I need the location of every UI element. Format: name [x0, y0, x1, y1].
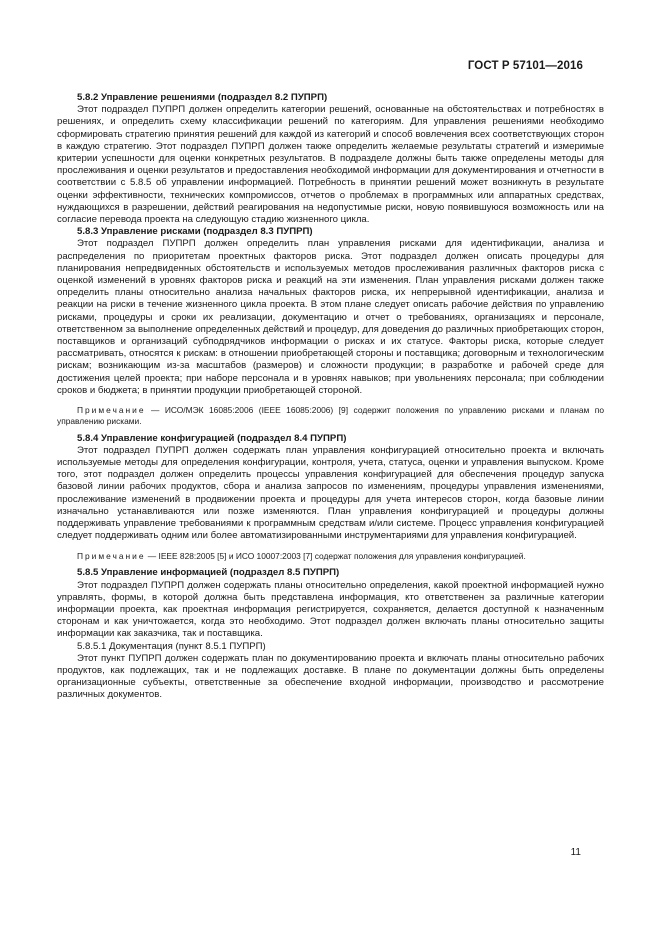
section-5-8-5-1-heading: 5.8.5.1 Документация (пункт 8.5.1 ПУПРП) [77, 640, 266, 652]
document-code: ГОСТ Р 57101—2016 [467, 60, 583, 72]
page-body [57, 92, 604, 702]
page-number: 11 [570, 847, 581, 858]
section-5-8-3-text: Этот подраздел ПУПРП должен определить план управления рисками для идентификации, анализа и распределения по приоритетам проектных факторов риска. Этот подраздел должен описать процедуры для планирования непредвиденных обстоятельств и используемых методов прослеживания различных факторов риска с оценкой изменений в уровнях факторов риска и реакций на эти изменения. План управления рисками должен также определить планы относительно анализа начальных факторов риска, их непрерывной идентификации, анализа и реакции на риски в течение жизненного цикла проекта. В этом плане следует описать рабочие действия по управлению рисками, процедуры и сроки их реализации, документацию и отчет о требованиях, организациях и персонале, ответственном за выполнение определенных действий и процедур, для доведения до различных приобретающих сторон, поставщиков и организаций субподрядчиков информации о рисках и их статусе. Факторы риска, которые следует рассматривать, относятся к рискам: в отношении приобретающей стороны и поставщика; договорным и технологическим рискам; возникающим из-за масштабов (размеров) и сложности продукции; в разработке и рабочей среде для достижения целей проекта; при наборе персонала и в уровнях навыков; при увольнениях персонала; при соблюдении сроков и бюджета; в принятии продукции приобретающей стороной. [57, 238, 604, 396]
section-5-8-4-heading: 5.8.4 Управление конфигурацией (подраздел 8.4 ПУПРП) [77, 432, 347, 444]
note-label: Примечание [77, 405, 146, 416]
section-5-8-4-note [57, 551, 604, 562]
note-text: — ИСО/МЭК 16085:2006 (IEEE 16085:2006) [9] содержит положения по управлению рисками и планам по управлению рисками. [57, 405, 604, 426]
section-5-8-3-heading: 5.8.3 Управление рисками (подраздел 8.3 ПУПРП) [77, 226, 313, 238]
note-label: Примечание [77, 550, 146, 561]
section-5-8-5-1-text: Этот пункт ПУПРП должен содержать план по документированию проекта и включать планы относительно рабочих продуктов, как подлежащих, так и не подлежащих доставке. В плане по документации должны быть определены организационные субъекты, ответственные за обеспечение входной информации, производство и рассмотрение различных документов. [57, 652, 604, 701]
section-5-8-5-heading: 5.8.5 Управление информацией (подраздел 8.5 ПУПРП) [77, 567, 340, 579]
section-5-8-5-text: Этот подраздел ПУПРП должен содержать планы относительно определения, какой проектной информацией нужно управлять, формы, в которой должна быть представлена информация, кто ответственен за различные категории информации проекта, как проектная информация регистрируется, сохраняется, делается доступной к назначенным сторонам и как уничтожается, когда это необходимо. Этот подраздел должен включать планы относительно защиты информации как заказчика, так и поставщика. [57, 579, 604, 640]
section-5-8-4-text: Этот подраздел ПУПРП должен содержать план управления конфигурацией относительно проекта и включать используемые методы для определения конфигурации, контроля, учета, статуса, оценки и управления выпуском. Кроме того, этот подраздел должен определить процессы управления конфигурацией для обеспечения процедур запуска базовой линии рабочих продуктов, сбора и анализа запросов по изменениям, процедуры управления изменениями, прослеживание изменений в продвижении проекта и процедуры для учета интересов сторон, когда базовые линии изначально устанавливаются или позже изменяются. План управления конфигурацией и процедуры должны поддерживать управление требованиями к программным средствам и/или системе. Процесс управления конфигурацией следует поддерживать одним или более автоматизированными инструментариями для управления конфигурацией. [57, 444, 604, 542]
note-text: — IEEE 828:2005 [5] и ИСО 10007:2003 [7] содержат положения для управления конфигурацией. [145, 550, 526, 561]
section-5-8-3-note [57, 405, 604, 427]
section-5-8-2-heading: 5.8.2 Управление решениями (подраздел 8.2 ПУПРП) [77, 92, 328, 103]
section-5-8-2-text: Этот подраздел ПУПРП должен определить категории решений, основанные на обстоятельствах и потребностях в решениях, и определить схему классификации решений по категориям. Для управления решениями необходимо сформировать стратегию принятия решений для каждой из категорий и способ вовлечения всех соответствующих сторон в каждую стратегию. Этот подраздел ПУПРП должен также определить желаемые результаты стратегий и измеримые критерии успешности для оценки конкретных результатов. В подразделе должны быть также определены методы для прослеживания и оценки результатов и предоставления необходимой информации для документирования и отчетности в соответствии с 5.8.5 об управлении информацией. Потребность в принятии решений может возникнуть в результате оценки эффективности, технических компромиссов, отчетов о проблемах в программных или аппаратных средствах, нуждающихся в разрешении, действий реагирования на недопустимые риски, новую появившуюся возможность или на согласие перевода проекта на следующую стадию жизненного цикла. [57, 104, 604, 226]
